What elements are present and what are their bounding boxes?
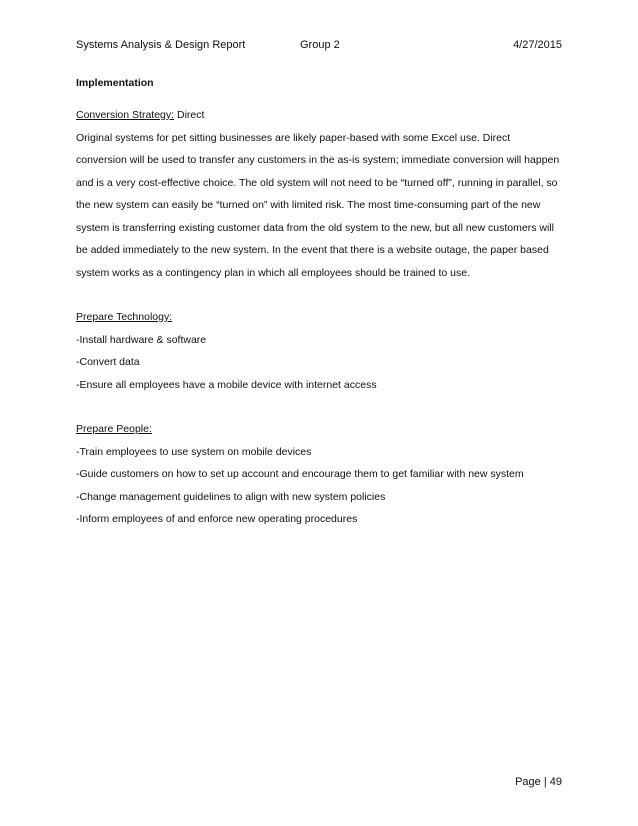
conversion-strategy-value: Direct — [174, 109, 205, 121]
header-group: Group 2 — [300, 39, 340, 51]
page-number: Page | 49 — [515, 776, 562, 788]
prepare-people-label: Prepare People: — [76, 423, 152, 435]
header-title: Systems Analysis & Design Report — [76, 39, 246, 51]
people-item: -Train employees to use system on mobile devices — [76, 445, 312, 458]
conversion-paragraph: Original systems for pet sitting businesses are likely paper-based with some Excel use. Direct conversion will be used to transfer any customers in the as-is system; immediate conversion will happen and is a very cost-effective choice. The old system will not need to be “turned off”, running in parallel, so the new system can easily be “turned on” with limited risk. The most time-consuming part of the new system is transferring existing customer data from the old system to the new, but all new customers will be added immediately to the new system. In the event that there is a website outage, the paper based system works as a contingency plan in which all employees should be trained to use. — [76, 131, 560, 279]
header-date: 4/27/2015 — [513, 39, 562, 51]
conversion-strategy-label: Conversion Strategy: — [76, 109, 175, 121]
spacer — [76, 396, 562, 418]
conversion-strategy-line — [76, 104, 562, 127]
people-item: -Change management guidelines to align with new system policies — [76, 490, 386, 503]
spacer — [76, 284, 562, 306]
prepare-technology-label: Prepare Technology: — [76, 311, 173, 323]
section-heading: Implementation — [76, 77, 154, 89]
people-item: -Guide customers on how to set up account and encourage them to get familiar with new system — [76, 468, 524, 480]
technology-item: -Ensure all employees have a mobile device with internet access — [76, 378, 377, 391]
document-body — [76, 76, 562, 531]
page-header — [76, 38, 562, 52]
technology-item: -Convert data — [76, 356, 140, 368]
people-item: -Inform employees of and enforce new operating procedures — [76, 513, 358, 525]
technology-item: -Install hardware & software — [76, 333, 207, 346]
